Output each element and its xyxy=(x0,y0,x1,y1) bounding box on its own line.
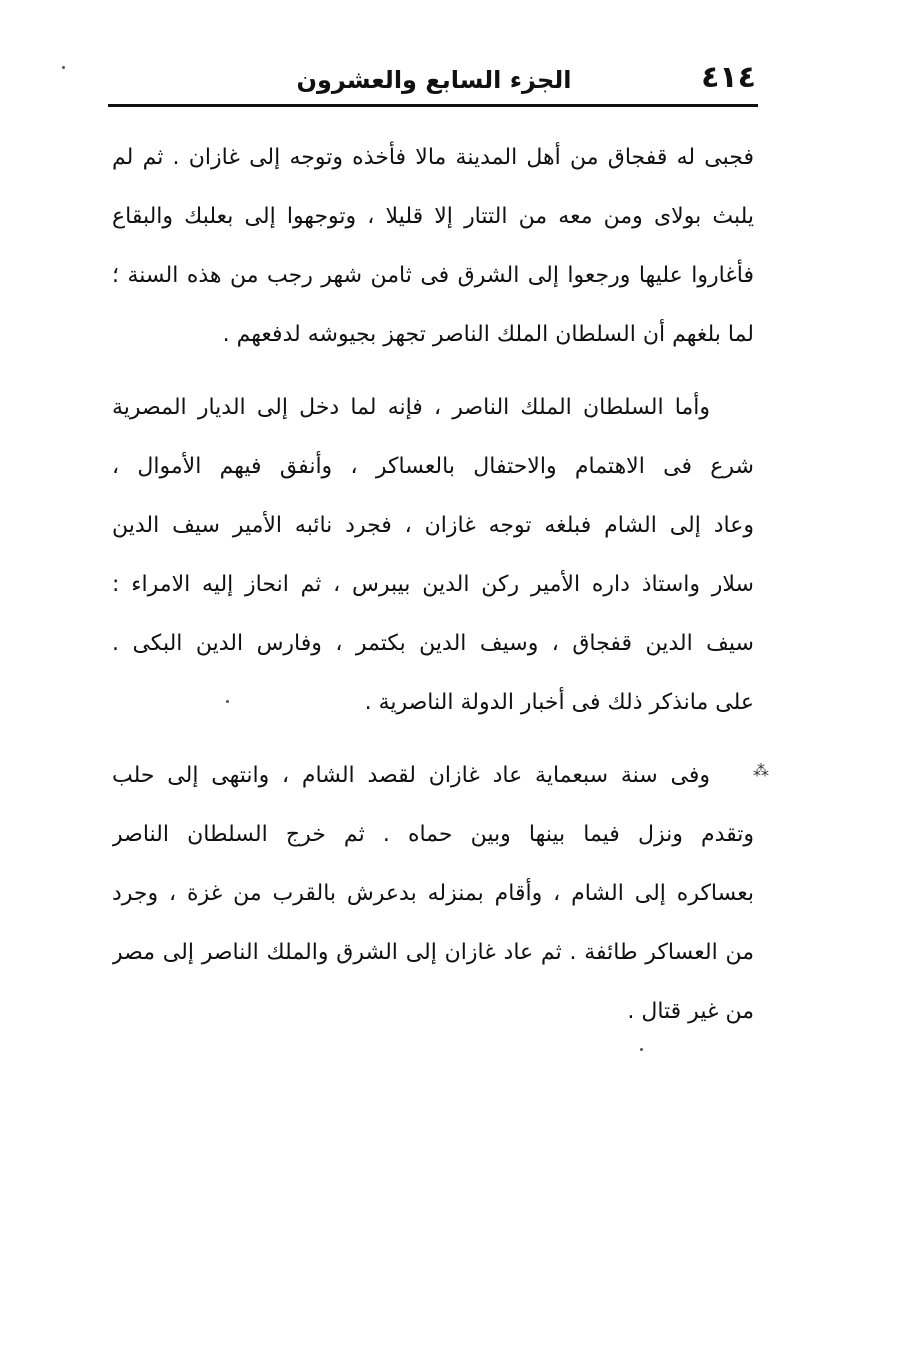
text-line: وفى سنة سبعماية عاد غازان لقصد الشام ، وانتهى إلى حلب xyxy=(112,763,710,788)
text-line: وتقدم ونزل فيما بينها وبين حماه . ثم خرج السلطان الناصر xyxy=(112,822,754,847)
paper-speck xyxy=(62,66,65,69)
header-rule xyxy=(108,104,758,107)
paper-speck xyxy=(226,700,229,703)
page-number: ٤١٤ xyxy=(701,60,756,95)
paragraph xyxy=(112,128,754,364)
text-line: لما بلغهم أن السلطان الملك الناصر تجهز بجيوشه لدفعهم . xyxy=(222,322,754,347)
paper-speck xyxy=(640,1048,643,1051)
running-title: الجزء السابع والعشرون xyxy=(296,66,572,94)
text-line: بعساكره إلى الشام ، وأقام بمنزله بدعرش بالقرب من غزة ، وجرد xyxy=(112,881,754,906)
text-line: يلبث بولاى ومن معه من التتار إلا قليلا ، وتوجهوا إلى بعلبك والبقاع xyxy=(112,204,754,229)
text-line: وعاد إلى الشام فبلغه توجه غازان ، فجرد نائبه الأمير سيف الدين xyxy=(112,513,754,538)
margin-mark-icon: ⁂ xyxy=(753,761,769,780)
text-line: فأغاروا عليها ورجعوا إلى الشرق فى ثامن شهر رجب من هذه السنة ؛ xyxy=(112,263,754,288)
text-line: فجبى له قفجاق من أهل المدينة مالا فأخذه وتوجه إلى غازان . ثم لم xyxy=(112,145,754,170)
body-text xyxy=(112,128,754,1041)
text-line: وأما السلطان الملك الناصر ، فإنه لما دخل إلى الديار المصرية xyxy=(112,395,710,420)
text-line: من العساكر طائفة . ثم عاد غازان إلى الشرق والملك الناصر إلى مصر xyxy=(112,940,754,965)
page-header xyxy=(110,52,758,102)
text-line: شرع فى الاهتمام والاحتفال بالعساكر ، وأنفق فيهم الأموال ، xyxy=(112,454,754,479)
text-line: على مانذكر ذلك فى أخبار الدولة الناصرية . xyxy=(364,690,754,715)
text-line: سلار واستاذ داره الأمير ركن الدين بيبرس ، ثم انحاز إليه الامراء : xyxy=(112,572,754,597)
text-line: سيف الدين قفجاق ، وسيف الدين بكتمر ، وفارس الدين البكى . xyxy=(112,631,754,656)
paragraph-gap xyxy=(112,364,754,378)
text-line: من غير قتال . xyxy=(627,999,754,1024)
paragraph xyxy=(112,746,754,1041)
paragraph xyxy=(112,378,754,732)
paragraph-gap xyxy=(112,732,754,746)
